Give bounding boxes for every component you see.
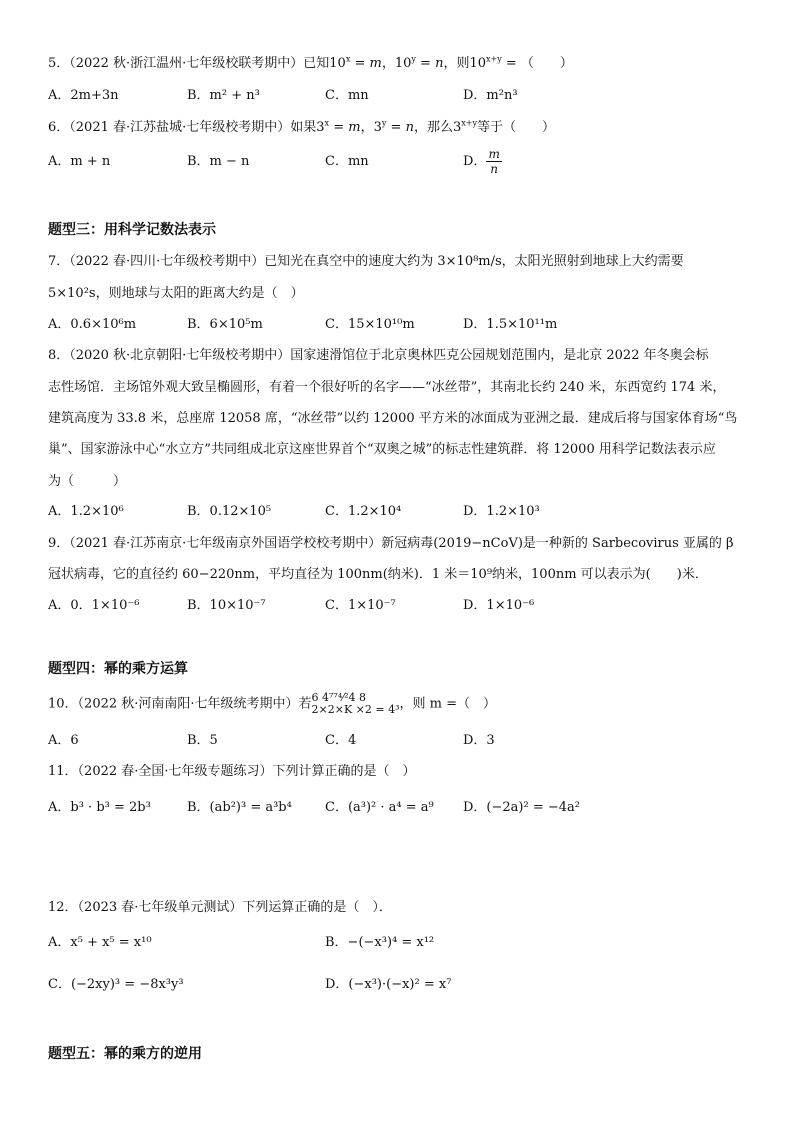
q6-expr: 3 xyxy=(452,120,462,135)
option-a[interactable]: A．6 xyxy=(48,733,79,748)
question-10-options xyxy=(48,732,748,752)
question-10-stem xyxy=(48,692,496,717)
fraction-m-over-n xyxy=(486,147,501,176)
q5-expr: 10 xyxy=(394,56,412,71)
q5-expr: = xyxy=(350,56,370,71)
question-6-text: 6．（2021 春·江苏盐城·七年级校考期中）如果 xyxy=(48,120,317,135)
fraction-denominator: n xyxy=(490,162,498,176)
option-a[interactable]: A．m + n xyxy=(48,154,111,169)
q5-var-n: n xyxy=(435,56,444,71)
question-8-options xyxy=(48,503,748,523)
section-heading-4: 题型四：幂的乘方运算 xyxy=(48,661,188,677)
option-c[interactable]: C．(−2xy)³ = −8x³y³ xyxy=(48,977,184,992)
q5-expr: ， xyxy=(381,56,395,71)
question-7-line-1: 7．（2022 春·四川·七年级校考期中）已知光在真空中的速度大约为 3×10⁸m/s，太阳光照射到地球上大约需要 xyxy=(48,254,684,269)
expression-top: 6 4⁷⁷⁴⁄²4 8 xyxy=(311,691,366,704)
option-b[interactable]: B．10×10⁻⁷ xyxy=(187,598,266,613)
q5-expr: 10 xyxy=(329,56,346,71)
question-5-options xyxy=(48,87,748,107)
option-c[interactable]: C．(a³)² · a⁴ = a⁹ xyxy=(325,800,434,815)
option-c[interactable]: C．1×10⁻⁷ xyxy=(325,598,396,613)
q6-expr: 3 xyxy=(373,120,382,135)
option-d[interactable] xyxy=(463,147,502,176)
option-b[interactable]: B．5 xyxy=(187,733,218,748)
question-9-line-2: 冠状病毒，它的直径约 60−220nm，平均直径为 100nm(纳米)．1 米＝10⁹纳米，100nm 可以表示为( )米． xyxy=(48,567,708,582)
option-c[interactable]: C．4 xyxy=(325,733,357,748)
q5-expr: 10 xyxy=(469,56,487,71)
option-b[interactable]: B．0.12×10⁵ xyxy=(187,504,272,519)
option-b[interactable]: B．−(−x³)⁴ = x¹² xyxy=(325,935,435,950)
option-a[interactable]: A．1.2×10⁶ xyxy=(48,504,124,519)
q5-exp-x: x xyxy=(345,54,351,64)
question-10-text: 10．（2022 秋·河南南阳·七年级统考期中）若 xyxy=(48,696,312,712)
question-8-line-1: 8．（2020 秋·北京朝阳·七年级校考期中）国家速滑馆位于北京奥林匹克公园规划范围内，是北京 2022 年冬奥会标 xyxy=(48,348,709,363)
question-12-options-row-1 xyxy=(48,934,748,954)
q6-expr: = xyxy=(329,120,349,135)
q5-exp-y: y xyxy=(411,54,416,64)
option-b[interactable]: B．(ab²)³ = a³b⁴ xyxy=(187,800,292,815)
question-10-expression xyxy=(312,692,400,716)
question-10-suffix: ，则 m =（ ） xyxy=(399,696,497,712)
option-b[interactable]: B．6×10⁵m xyxy=(187,317,263,332)
q6-expr: 3 xyxy=(316,120,325,135)
question-8-line-5: 为（ ） xyxy=(48,474,127,489)
q6-expr: 等于（ ） xyxy=(476,120,555,135)
q5-expr: = （ ） xyxy=(501,56,573,71)
question-7-line-2: 5×10²s，则地球与太阳的距离大约是（ ） xyxy=(48,286,304,301)
section-heading-5: 题型五：幂的乘方的逆用 xyxy=(48,1046,202,1062)
q6-expr: ， xyxy=(360,120,374,135)
option-d[interactable]: D．m²n³ xyxy=(463,88,518,103)
option-d[interactable]: D．1.5×10¹¹m xyxy=(463,317,558,332)
question-8-line-4: 巢”、国家游泳中心“水立方”共同组成北京这座世界首个“双奥之城”的标志性建筑群．将 12000 用科学记数法表示应 xyxy=(48,442,716,457)
option-c[interactable]: C．15×10¹⁰m xyxy=(325,317,415,332)
question-9-line-1: 9．（2021 春·江苏南京·七年级南京外国语学校校考期中）新冠病毒(2019−nCoV)是一种新的 Sarbecovirus 亚属的 β xyxy=(48,536,734,551)
option-d-label: D． xyxy=(463,154,487,169)
option-c[interactable]: C．mn xyxy=(325,154,369,169)
option-d[interactable]: D．1×10⁻⁶ xyxy=(463,598,535,613)
q6-exp-x: x xyxy=(324,118,330,128)
question-6-stem xyxy=(48,119,555,137)
q6-expr: ，那么 xyxy=(413,120,453,135)
question-12-stem: 12．（2023 春·七年级单元测试）下列运算正确的是（ ）． xyxy=(48,900,392,915)
option-c[interactable]: C．mn xyxy=(325,88,369,103)
question-8-line-2: 志性场馆．主场馆外观大致呈椭圆形，有着一个很好听的名字——“冰丝带”，其南北长约 240 米，东西宽约 174 米， xyxy=(48,380,726,395)
option-d[interactable]: D．3 xyxy=(463,733,495,748)
question-8-line-3: 建筑高度为 33.8 米，总座席 12058 席，“冰丝带”以约 12000 平方米的冰面成为亚洲之最．建成后将与国家体育场“鸟 xyxy=(48,411,738,426)
q5-expr: = xyxy=(415,56,436,71)
option-b[interactable]: B．m − n xyxy=(187,154,250,169)
question-7-options xyxy=(48,316,748,336)
q6-exp-xy: x+y xyxy=(461,118,477,128)
expression-bottom: 2×2×K ×2 = 4³ xyxy=(311,703,400,716)
option-d[interactable]: D．1.2×10³ xyxy=(463,504,540,519)
question-12-options-row-2 xyxy=(48,976,748,996)
question-11-stem: 11．（2022 春·全国·七年级专题练习）下列计算正确的是（ ） xyxy=(48,764,416,779)
question-5-text: 5．（2022 秋·浙江温州·七年级校联考期中）已知 xyxy=(48,56,330,71)
fraction-numerator: m xyxy=(488,147,500,161)
q6-exp-y: y xyxy=(381,118,387,128)
question-5-stem xyxy=(48,55,573,73)
option-c[interactable]: C．1.2×10⁴ xyxy=(325,504,402,519)
q6-var-n: n xyxy=(405,120,414,135)
q6-expr: = xyxy=(386,120,406,135)
option-d[interactable]: D．(−x³)·(−x)² = x⁷ xyxy=(325,977,452,992)
option-d[interactable]: D．(−2a)² = −4a² xyxy=(463,800,580,815)
q5-expr: ，则 xyxy=(443,56,470,71)
question-9-options xyxy=(48,597,748,617)
q5-var-m: m xyxy=(369,56,382,71)
option-a[interactable]: A．0．1×10⁻⁶ xyxy=(48,598,140,613)
q5-exp-xy: x+y xyxy=(486,54,502,64)
option-a[interactable]: A．0.6×10⁶m xyxy=(48,317,137,332)
section-heading-3: 题型三：用科学记数法表示 xyxy=(48,222,216,238)
option-a[interactable]: A．x⁵ + x⁵ = x¹⁰ xyxy=(48,935,152,950)
question-11-options xyxy=(48,799,748,819)
option-a[interactable]: A．b³ · b³ = 2b³ xyxy=(48,800,151,815)
q6-var-m: m xyxy=(348,120,361,135)
option-b[interactable]: B．m² + n³ xyxy=(187,88,260,103)
option-a[interactable]: A．2m+3n xyxy=(48,88,119,103)
question-6-options xyxy=(48,147,748,181)
